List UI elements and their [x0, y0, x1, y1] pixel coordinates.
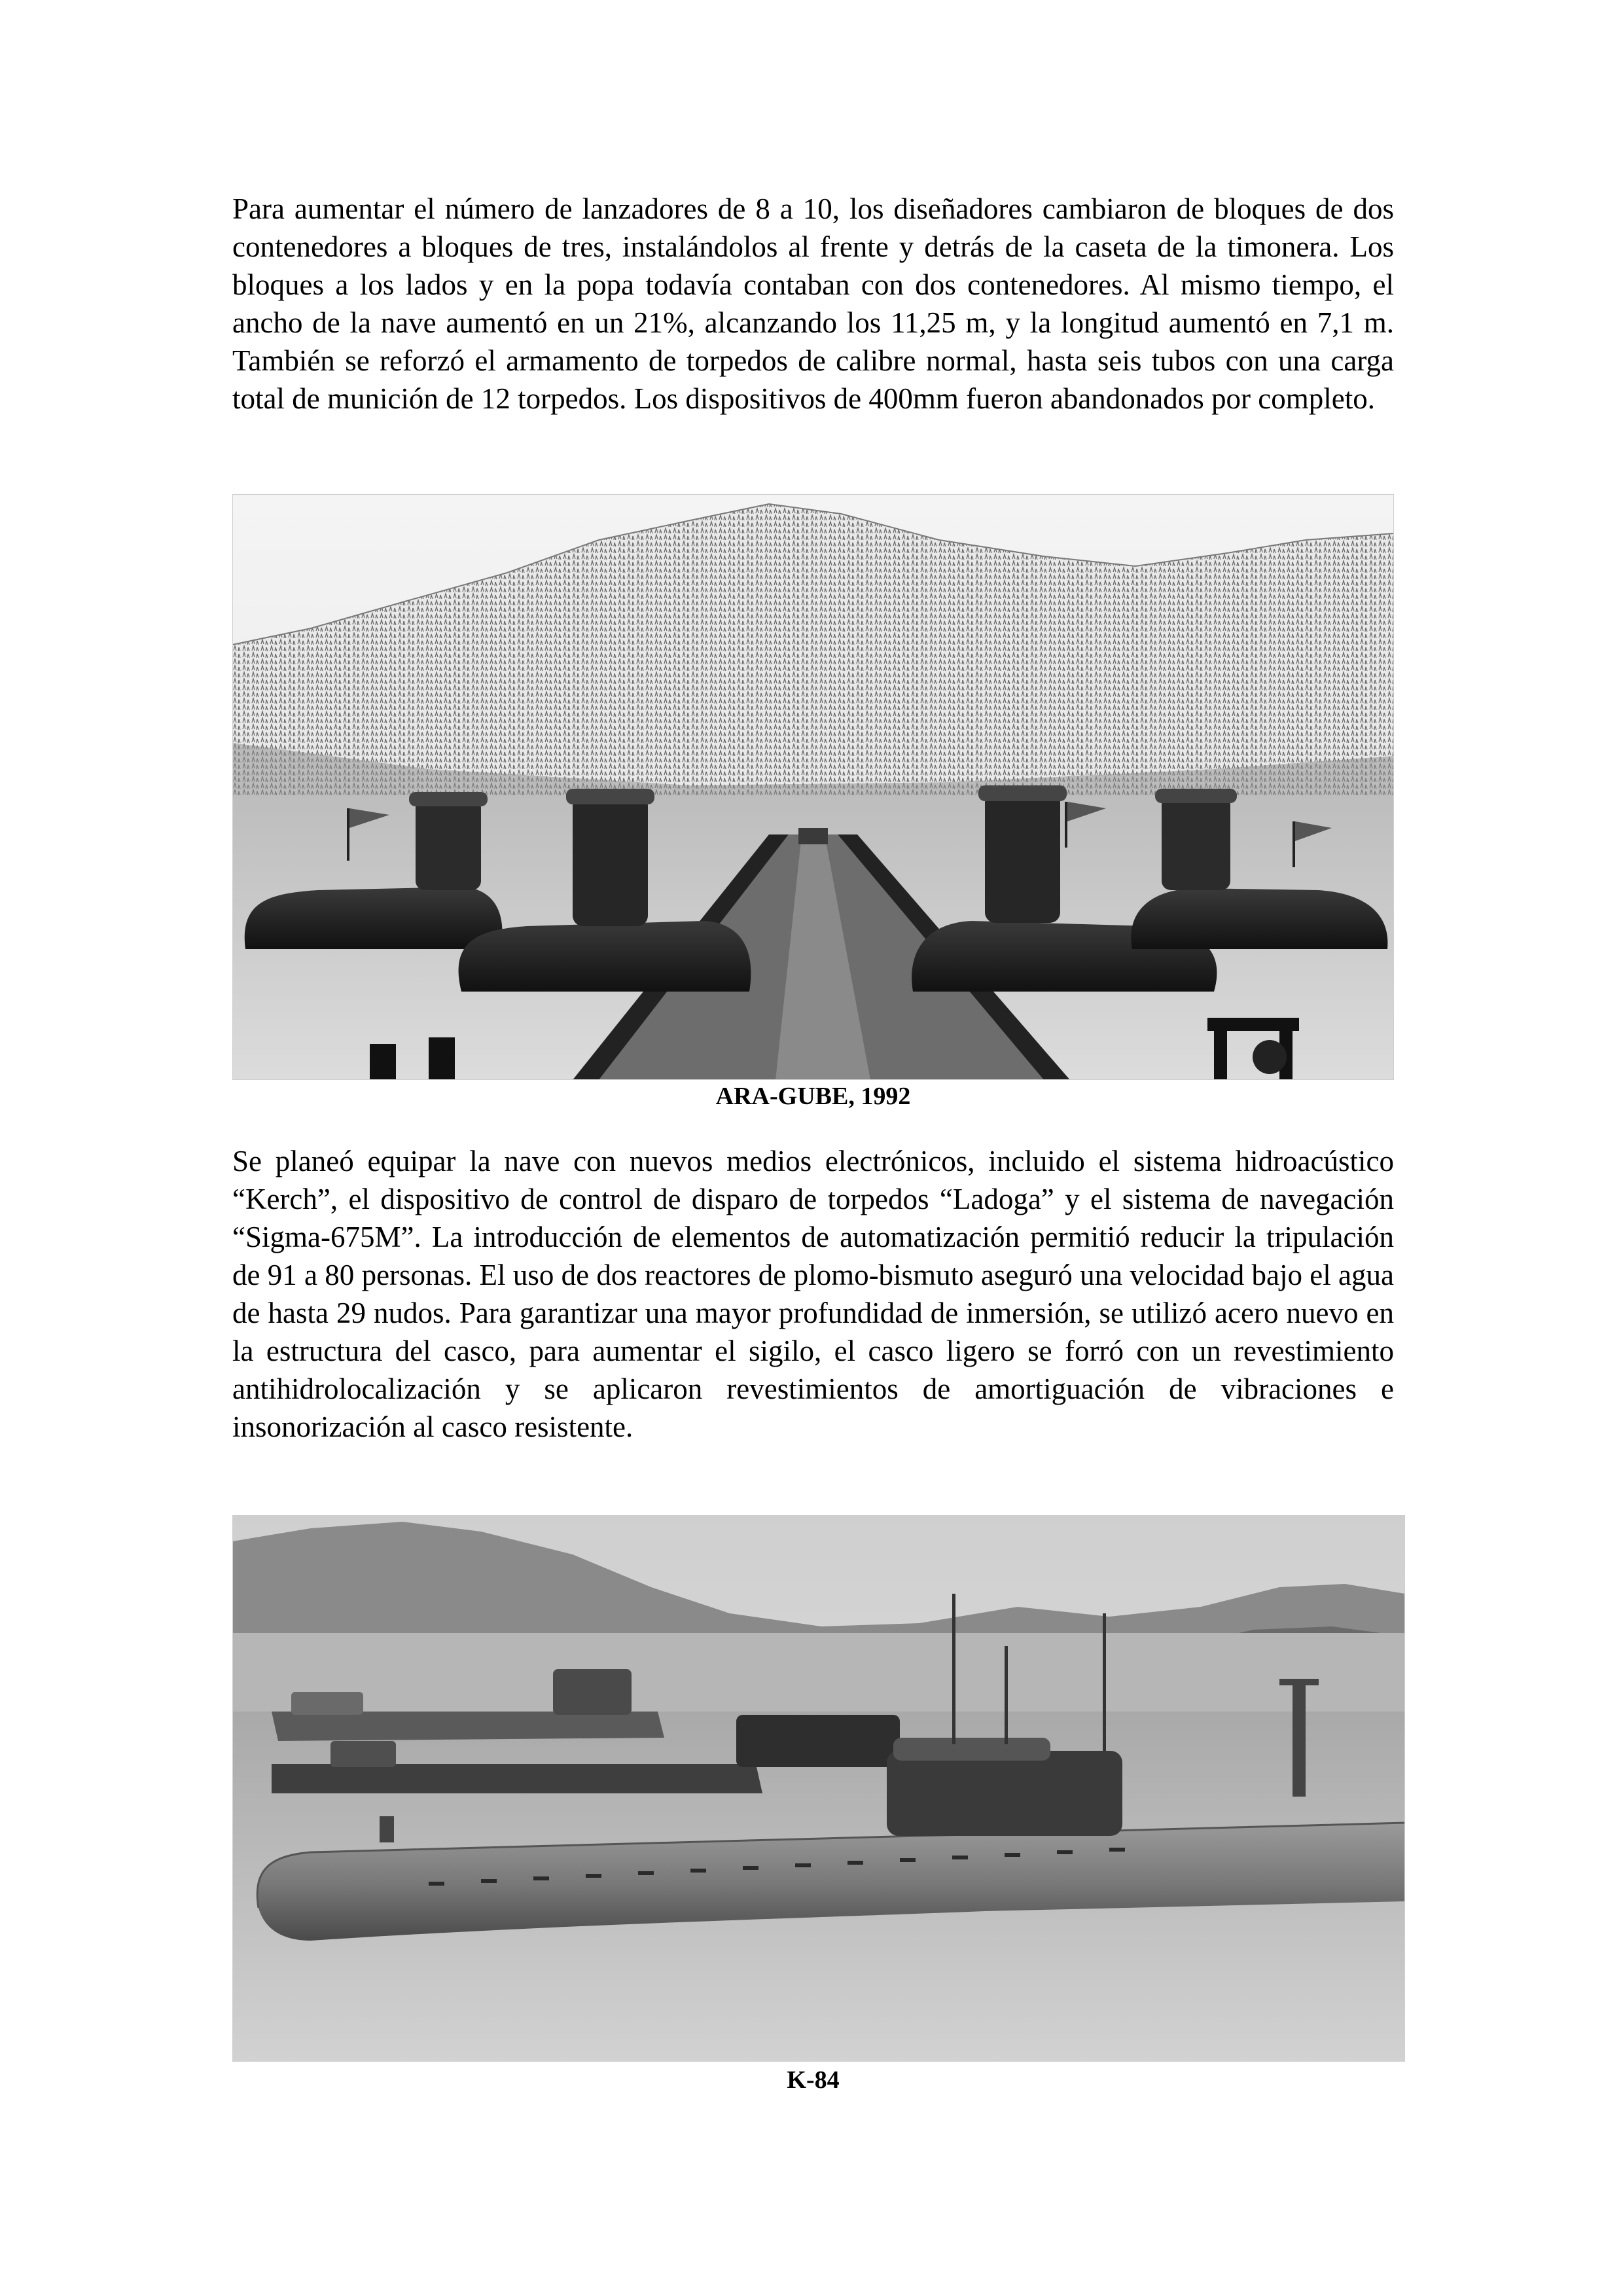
figure-caption-k84: K-84: [787, 2066, 840, 2094]
photo-submarines-at-pier: [232, 494, 1394, 1080]
body-paragraph-1: Para aumentar el número de lanzadores de 8 a 10, los diseñadores cambiaron de bloques de dos contenedores a bloques de tres, instalándolos al frente y detrás de la caseta de la timonera. Los bloques a los lados y en la popa todavía contaban con dos contenedores. Al mismo tiempo, el ancho de la nave aumentó en un 21%, alcanzando los 11,25 m, y la longitud aumentó en 7,1 m. También se reforzó el armamento de torpedos de calibre normal, hasta seis tubos con una carga total de munición de 12 torpedos. Los dispositivos de 400mm fueron abandonados por completo.: [232, 192, 1394, 415]
body-paragraph-2: Se planeó equipar la nave con nuevos medios electrónicos, incluido el sistema hidroacústico “Kerch”, el dispositivo de control de disparo de torpedos “Ladoga” y el sistema de navegación “Sigma-675M”. La introducción de elementos de automatización permitió reducir la tripulación de 91 a 80 personas. El uso de dos reactores de plomo-bismuto aseguró una velocidad bajo el agua de hasta 29 nudos. Para garantizar una mayor profundidad de inmersión, se utilizó acero nuevo en la estructura del casco, para aumentar el sigilo, el casco ligero se forró con un revestimiento antihidrolocalización y se aplicaron revestimientos de amortiguación de vibraciones e insonorización al casco resistente.: [232, 1145, 1394, 1443]
figure-caption-ara-gube: ARA-GUBE, 1992: [715, 1083, 911, 1110]
photo-submarine-k84: [232, 1515, 1405, 2062]
